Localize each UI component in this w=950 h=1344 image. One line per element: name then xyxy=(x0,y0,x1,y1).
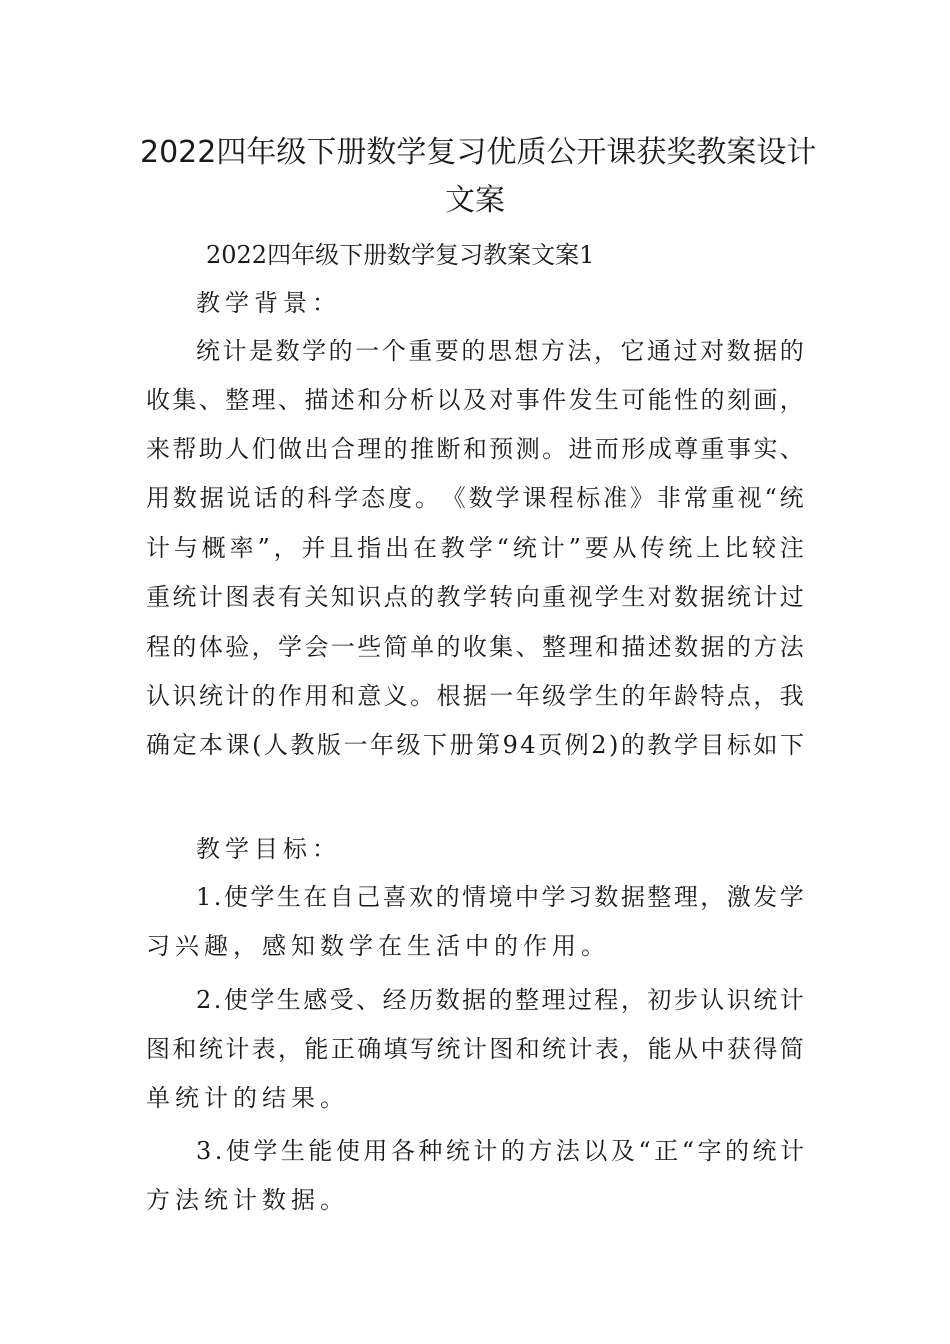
goal-line: 习兴趣，感知数学在生活中的作用。 xyxy=(146,932,610,960)
document-subtitle: 2022四年级下册数学复习教案文案1 xyxy=(206,241,595,269)
goal-line: 2 . 使 学 生 感 受 、 经 历 数 据 的 整 理 过 程 ， 初 步 认 识 统 计 xyxy=(196,986,804,1014)
document-title-line-1: 2022四年级下册数学复习优质公开课获奖教案设计 xyxy=(140,135,817,170)
goal-line: 1 . 使 学 生 在 自 己 喜 欢 的 情 境 中 学 习 数 据 整 理 ， 激 发 学 xyxy=(196,883,804,911)
paragraph-line: 程 的 体 验 ， 学 会 一 些 简 单 的 收 集 、 整 理 和 描 述 数 据 的 方 法 xyxy=(146,633,804,661)
goal-line: 方法统计数据。 xyxy=(146,1186,349,1214)
paragraph-line: 来 帮 助 人 们 做 出 合 理 的 推 断 和 预 测 。 进 而 形 成 尊 重 事 实 、 xyxy=(146,435,804,463)
goal-line: 图 和 统 计 表 ， 能 正 确 填 写 统 计 图 和 统 计 表 ， 能 从 中 获 得 简 xyxy=(146,1035,804,1063)
paragraph-line: 用 数 据 说 话 的 科 学 态 度 。 《 数 学 课 程 标 准 》 非 常 重 视 “ 统 xyxy=(146,484,804,512)
paragraph-line: 统 计 是 数 学 的 一 个 重 要 的 思 想 方 法 ， 它 通 过 对 数 据 的 xyxy=(196,337,804,365)
section-heading-goals: 教学目标： xyxy=(196,835,341,863)
paragraph-line: 认 识 统 计 的 作 用 和 意 义 。 根 据 一 年 级 学 生 的 年 龄 特 点 ， 我 xyxy=(146,682,804,710)
paragraph-line: 计 与 概 率 ” ， 并 且 指 出 在 教 学 “ 统 计 ” 要 从 传 统 上 比 较 注 xyxy=(146,534,804,562)
document-title-line-2: 文案 xyxy=(445,183,505,218)
paragraph-line: 收 集 、 整 理 、 描 述 和 分 析 以 及 对 事 件 发 生 可 能 性 的 刻 画 ， xyxy=(146,386,804,414)
goal-line: 3 . 使 学 生 能 使 用 各 种 统 计 的 方 法 以 及 “ 正 “ 字 的 统 计 xyxy=(196,1137,804,1165)
section-heading-background: 教学背景： xyxy=(196,289,341,317)
goal-line: 单统计的结果。 xyxy=(146,1084,349,1112)
paragraph-line: 确 定 本 课 ( 人 教 版 一 年 级 下 册 第 9 4 页 例 2 ) 的 教 学 目 标 如 下 xyxy=(146,731,804,759)
paragraph-line: 重 统 计 图 表 有 关 知 识 点 的 教 学 转 向 重 视 学 生 对 数 据 统 计 过 xyxy=(146,583,804,611)
